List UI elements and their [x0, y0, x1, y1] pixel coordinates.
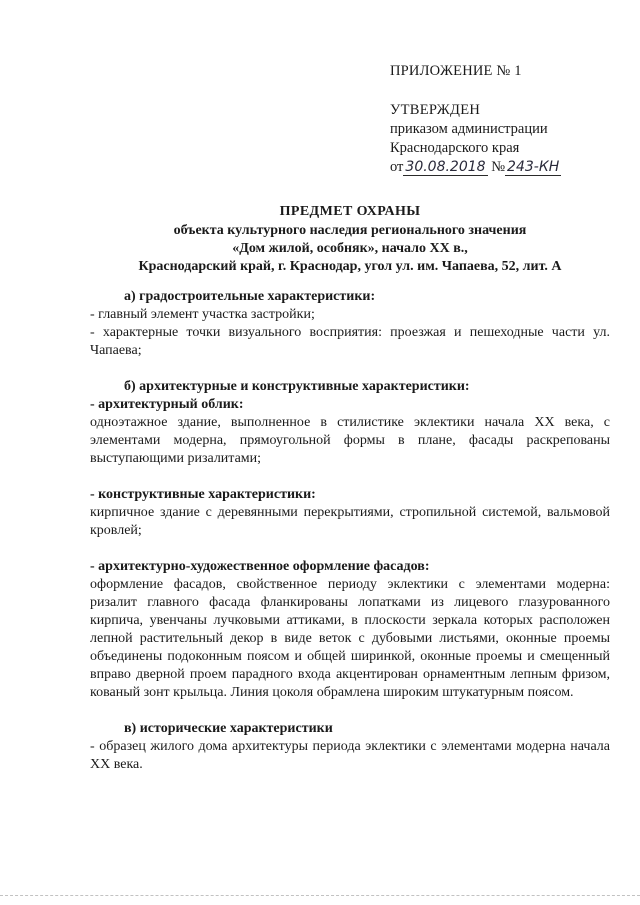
spacer — [90, 360, 610, 378]
section-b-sub2-heading: - конструктивные характеристики: — [90, 487, 316, 502]
scan-edge-artifact — [0, 895, 640, 900]
appendix-label: ПРИЛОЖЕНИЕ № 1 — [390, 63, 522, 79]
approved-label: УТВЕРЖДЕН — [390, 102, 481, 118]
section-b-sub1-heading: - архитектурный облик: — [90, 397, 244, 412]
title-main: ПРЕДМЕТ ОХРАНЫ — [279, 204, 421, 219]
handwritten-date: 30.08.2018 — [405, 159, 486, 175]
title-line-2: «Дом жилой, особняк», начало XX в., — [232, 241, 468, 256]
document-title — [90, 203, 610, 276]
approval-order-line: приказом администрации — [390, 121, 548, 137]
title-line-1: объекта культурного наследия регионального значения — [173, 223, 527, 238]
section-a-heading: а) градостроительные характеристики: — [124, 289, 376, 304]
section-c-heading: в) исторические характеристики — [124, 721, 333, 736]
section-b-sub3-heading: - архитектурно-художественное оформление фасадов: — [90, 559, 430, 574]
section-c-item-1: - образец жилого дома архитектуры периода эклектики с элементами модерна начала XX века. — [90, 739, 610, 772]
spacer — [90, 702, 610, 720]
section-b-heading: б) архитектурные и конструктивные характеристики: — [124, 379, 470, 394]
number-prefix: № — [491, 159, 506, 175]
spacer — [90, 468, 610, 486]
section-a-item-2: - характерные точки визуального восприятия: проезжая и пешеходные части ул. Чапаева; — [90, 325, 610, 358]
title-line-3: Краснодарский край, г. Краснодар, угол ул. им. Чапаева, 52, лит. А — [138, 259, 562, 274]
order-date-number-line — [390, 158, 630, 177]
document-body — [90, 288, 610, 774]
spacer — [90, 540, 610, 558]
section-b-sub1-text: одноэтажное здание, выполненное в стилистике эклектики начала XX века, с элементами модерна, прямоугольной формы в плане, фасады раскрепованы выступающими ризалитами; — [90, 415, 610, 466]
date-prefix: от — [390, 159, 404, 175]
approval-authority-line: Краснодарского края — [390, 140, 520, 156]
handwritten-number: 243-КН — [507, 159, 560, 175]
section-b-sub3-text: оформление фасадов, свойственное периоду эклектики с элементами модерна: ризалит главного фасада фланкированы лопатками из лицевого глазурованного кирпича, увенчаны лучковыми аттиками, в плоскости зеркала которых расположен лепной растительный декор в виде веток с дубовыми листьями, оконные проемы объединены подоконным поясом и общей ширинкой, оконные проемы и смещенный вправо дверной проем парадного входа акцентирован орнаментным лепным фризом, кованый зонт крыльца. Линия цоколя обрамлена широким штукатурным поясом. — [90, 577, 610, 700]
section-a-item-1: - главный элемент участка застройки; — [90, 307, 315, 322]
approval-header — [390, 62, 630, 177]
section-b-sub2-text: кирпичное здание с деревянными перекрытиями, стропильной системой, вальмовой кровлей; — [90, 505, 610, 538]
